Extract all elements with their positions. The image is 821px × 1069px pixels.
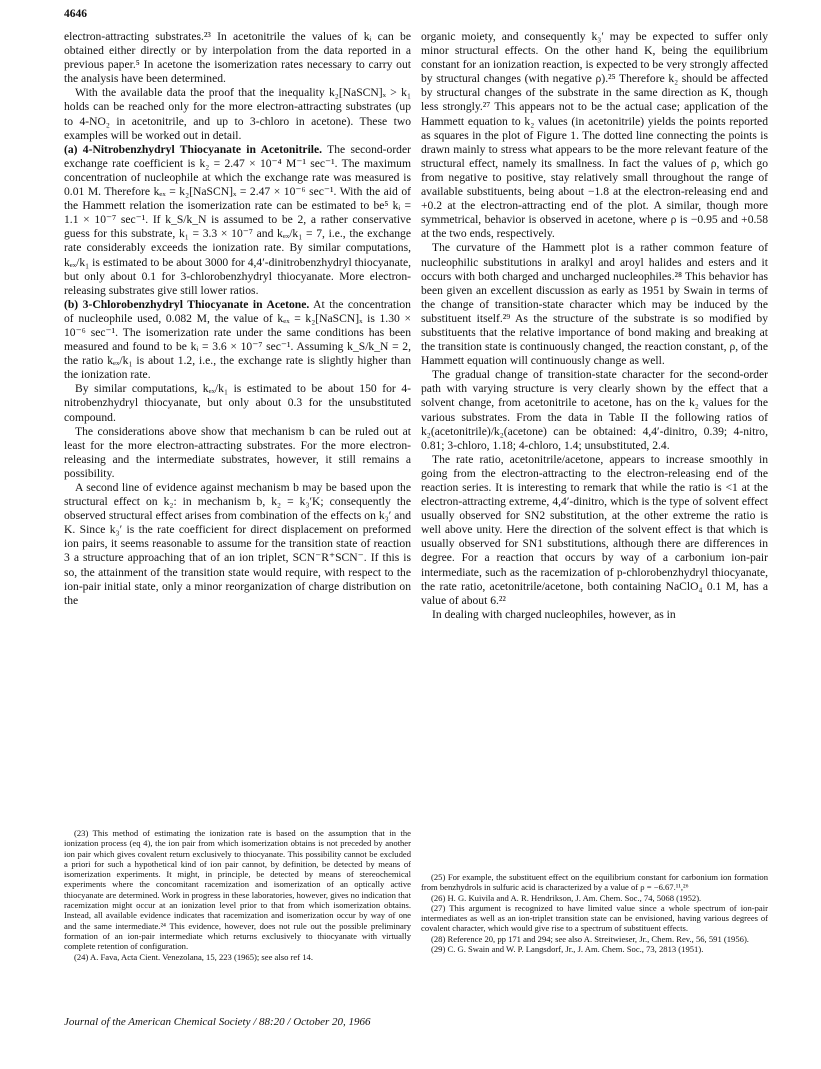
paragraph: In dealing with charged nucleophiles, however, as in xyxy=(432,607,676,621)
paragraph: The rate ratio, acetonitrile/acetone, appears to increase smoothly in going from the electron-attracting to the electron-releasing end of the reaction series. It is interesting to remark that while the ratio is <1 at the electron-attracting extreme, 4,4′-dinitro, which is the type of solvent effect usually observed for SN2 substitution, at the other extreme the ratio is well above unity. Here the direction of the solvent effect is that which is usually observed for SN1 substitutions, although there are differences in degree. For a reaction that occurs by way of a carbonium ion-pair intermediate, such as the racemization of p-chlorobenzhydryl thiocyanate, the rate ratio, acetonitrile/acetone, both containing NaClO₄ 0.1 M, has a value of about 6.²² xyxy=(421,452,768,607)
left-column xyxy=(64,30,411,608)
paragraph: The curvature of the Hammett plot is a rather common feature of nucleophilic substitutions in aralkyl and aroyl halides and esters and it occurs with both charged and uncharged nucleophiles.²⁸ This behavior has been given an excellent discussion as early as 1951 by Swain in terms of the change of transition-state character which may be induced by the substituent itself.²⁹ As the structure of the substrate is so modified by substituents that the relative importance of bond making and breaking at the transition state is continuously changed, the reaction constant, ρ, of the Hammett equation will continuously change as well. xyxy=(421,241,768,368)
section-heading: (b) 3-Chlorobenzhydryl Thiocyanate in Acetone. xyxy=(64,297,310,311)
footnotes-left xyxy=(64,828,411,962)
footnote-26: (26) H. G. Kuivila and A. R. Hendrikson, J. Am. Chem. Soc., 74, 5068 (1952). xyxy=(431,892,702,903)
paragraph: The considerations above show that mechanism b can be ruled out at least for the more electron-attracting substrates. For the more electron-releasing and the intermediate substrates, however, it still remains a possibility. xyxy=(64,424,411,480)
footnote-28: (28) Reference 20, pp 171 and 294; see also A. Streitwieser, Jr., Chem. Rev., 56, 591 (1956). xyxy=(431,933,749,944)
journal-footer: Journal of the American Chemical Society / 88:20 / October 20, 1966 xyxy=(64,1016,371,1028)
paragraph: organic moiety, and consequently k₃′ may be expected to suffer only minor structural effects. On the other hand K, being the equilibrium constant for an ionization reaction, is expected to be very strongly affected by structural changes (with negative ρ).²⁵ Therefore k₂ should be affected by structural changes of the substrate in the same direction as K, though less strongly.²⁷ This appears not to be the actual case; application of the Hammett equation to k₂ values (in acetonitrile) yields the points reported as squares in the plot of Figure 1. The dotted line connecting the points is drawn mainly to stress what appears to be the more relevant feature of the structural effect, namely its smallness. In fact the values of ρ, which go from negative to positive, stay relatively small throughout the range of available substituents, being about −1.8 at the electron-releasing end and +0.2 at the electron-attracting end of the plot. A similar, though more symmetrical, behavior is observed in acetone, where ρ is −0.95 and +0.58 at the two ends, respectively. xyxy=(421,30,768,241)
section-paragraph xyxy=(64,143,411,298)
footnote-29: (29) C. G. Swain and W. P. Langsdorf, Jr., J. Am. Chem. Soc., 73, 2813 (1951). xyxy=(431,944,704,955)
footnote-24: (24) A. Fava, Acta Cient. Venezolana, 15, 223 (1965); see also ref 14. xyxy=(74,951,313,962)
section-text: The second-order exchange rate coefficient is k₂ = 2.47 × 10⁻⁴ M⁻¹ sec⁻¹. The maximum concentration of nucleophile at which the exchange rate was measured is 0.01 M. Therefore kₑₓ = k₂[NaSCN]ₓ = 2.47 × 10⁻⁶ sec⁻¹. With the aid of the Hammett relation the isomerization rate can be estimated to be⁵ kᵢ = 1.1 × 10⁻⁷ sec⁻¹. If k_S/k_N is assumed to be 2, a rather conservative guess for this substrate, k₁ = 3.3 × 10⁻⁷ and kₑₓ/k₁ = 7, i.e., the exchange rate considerably exceeds the ionization rate. By similar computations, kₑₓ/k₁ is estimated to be about 3000 for 4,4′-dinitrobenzhydryl thiocyanate, but only about 0.1 for 3-chlorobenzhydryl thiocyanate. More electron-releasing substrates give still lower ratios. xyxy=(64,142,411,297)
paragraph: electron-attracting substrates.²³ In acetonitrile the values of kᵢ can be obtained either directly or by interpolation from the data reported in a previous paper.⁵ In acetone the isomerization rates necessary to carry out the analysis have been determined. xyxy=(64,30,411,86)
paragraph: The gradual change of transition-state character for the second-order path with varying structure is very clearly shown by the effect that a solvent change, from acetonitrile to acetone, has on the k₂ values for the various substrates. From the data in Table II the following ratios of k₂(acetonitrile)/k₂(acetone) can be obtained: 4,4′-dinitro, 0.39; 4-nitro, 0.81; 3-chloro, 1.18; 4-chloro, 1.4; unsubstituted, 2.4. xyxy=(421,368,768,452)
right-column xyxy=(421,30,768,622)
footnote-27: (27) This argument is recognized to have limited value since a whole spectrum of ion-pair intermediates as well as an ion-triplet transition state can be envisioned, having various degrees of covalent character, which would give rise to a spectrum of substituent effects. xyxy=(421,902,768,934)
paragraph: A second line of evidence against mechanism b may be based upon the structural effect on k₂: in mechanism b, k₂ = k₃′K; consequently the observed structural effect arises from combination of the effects on k₃′ and K. Since k₃′ is the rate coefficient for direct displacement on preformed ion pairs, it seems reasonable to assume for the transition state of reaction 3 a structure approaching that of an ion triplet, SCN⁻R⁺SCN⁻. If this is so, the attainment of the transition state would require, with respect to the ion-pair initial state, only a minor reorganization of charge distribution on the xyxy=(64,481,411,607)
footnote-23: (23) This method of estimating the ionization rate is based on the assumption that in the ionization process (eq 4), the ion pair from which isomerization obtains is not preceded by another ion pair which gives covalent return exclusively to thiocyanate. This possibility cannot be excluded a priori for such a hypothetical kind of ion pair cannot, by definition, be detected by means of isomerization experiments. It might, in principle, be detected by means of stereochemical experiments where the concomitant racemization and isomerization of an optically active thiocyanate are determined. Work in progress in these laboratories, however, gives no indication that racemization might occur at an ionization level prior to that from which isomerization obtains. Instead, all available evidence indicates that racemization and isomerization occur by way of one and the same intermediate.²⁴ This evidence, however, does not rule out the possible preliminary formation of an ion-pair intermediate which returns exclusively to thiocyanate with virtually complete retention of configuration. xyxy=(64,828,411,952)
section-paragraph xyxy=(64,298,411,383)
section-heading: (a) 4-Nitrobenzhydryl Thiocyanate in Acetonitrile. xyxy=(64,142,323,156)
paragraph: By similar computations, kₑₓ/k₁ is estimated to be about 150 for 4-nitrobenzhydryl thiocyanate, but only about 0.3 for the unsubstituted compound. xyxy=(64,382,411,424)
footnote-25: (25) For example, the substituent effect on the equilibrium constant for carbonium ion formation from benzhydrols in sulfuric acid is characterized by a value of ρ = −6.67.¹¹,²⁶ xyxy=(421,872,768,893)
section-text: At the concentration of nucleophile used, 0.082 M, the value of kₑₓ = k₂[NaSCN]ₓ is 1.30 × 10⁻⁶ sec⁻¹. The isomerization rate under the same conditions has been measured and found to be kᵢ = 3.6 × 10⁻⁷ sec⁻¹. Assuming k_S/k_N = 2, the ratio kₑₓ/k₁ is about 1.2, i.e., the exchange rate is slightly higher than the ionization rate. xyxy=(64,297,411,382)
paragraph: With the available data the proof that the inequality k₂[NaSCN]ₓ > k₁ holds can be reached only for the more electron-attracting substrates (up to 4-NO₂ in acetonitrile, and up to 3-chloro in acetone). These two examples will be worked out in detail. xyxy=(64,86,411,142)
footnotes-right xyxy=(421,872,768,954)
page-number: 4646 xyxy=(64,8,87,20)
